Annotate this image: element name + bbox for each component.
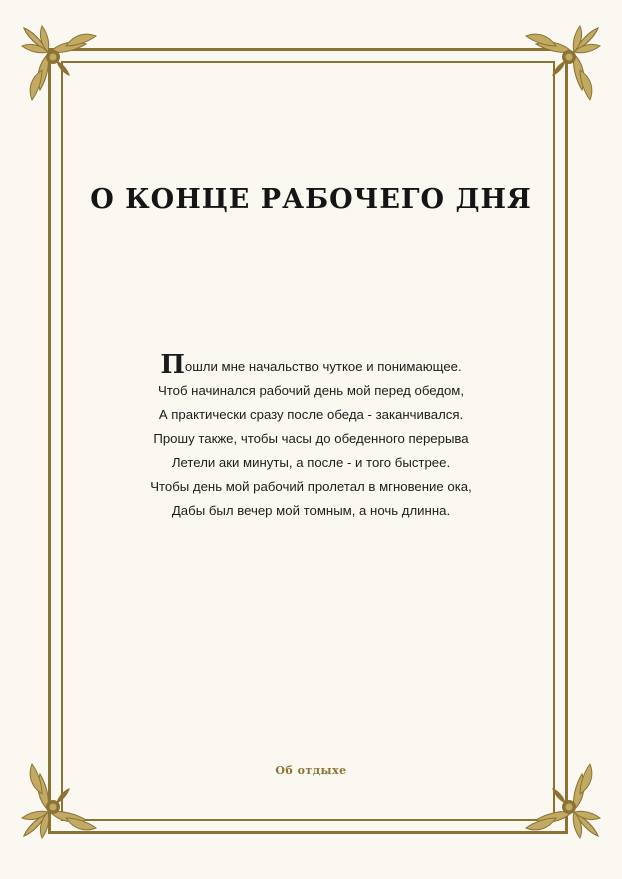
poem-line: А практически сразу после обеда - заканчивался. [158, 407, 464, 422]
poem-line: Чтоб начинался рабочий день мой перед обедом, [157, 383, 465, 398]
floral-corner-icon [520, 24, 602, 106]
drop-cap: П [160, 350, 185, 380]
poem-text [100, 350, 522, 523]
poem-line [100, 350, 522, 380]
poem-line: Дабы был вечер мой томным, а ночь длинна. [171, 503, 451, 518]
page-title: О КОНЦЕ РАБОЧЕГО ДНЯ [90, 184, 532, 215]
floral-corner-icon [20, 24, 102, 106]
poem-line: Прошу также, чтобы часы до обеденного перерыва [153, 431, 469, 446]
poem-first-line: ошли мне начальство чуткое и понимающее. [184, 359, 462, 374]
poem-line: Чтобы день мой рабочий пролетал в мгновение ока, [150, 479, 472, 494]
poem-line: Летели аки минуты, а после - и того быстрее. [171, 455, 451, 470]
footer-caption: Об отдыхе [275, 764, 347, 777]
